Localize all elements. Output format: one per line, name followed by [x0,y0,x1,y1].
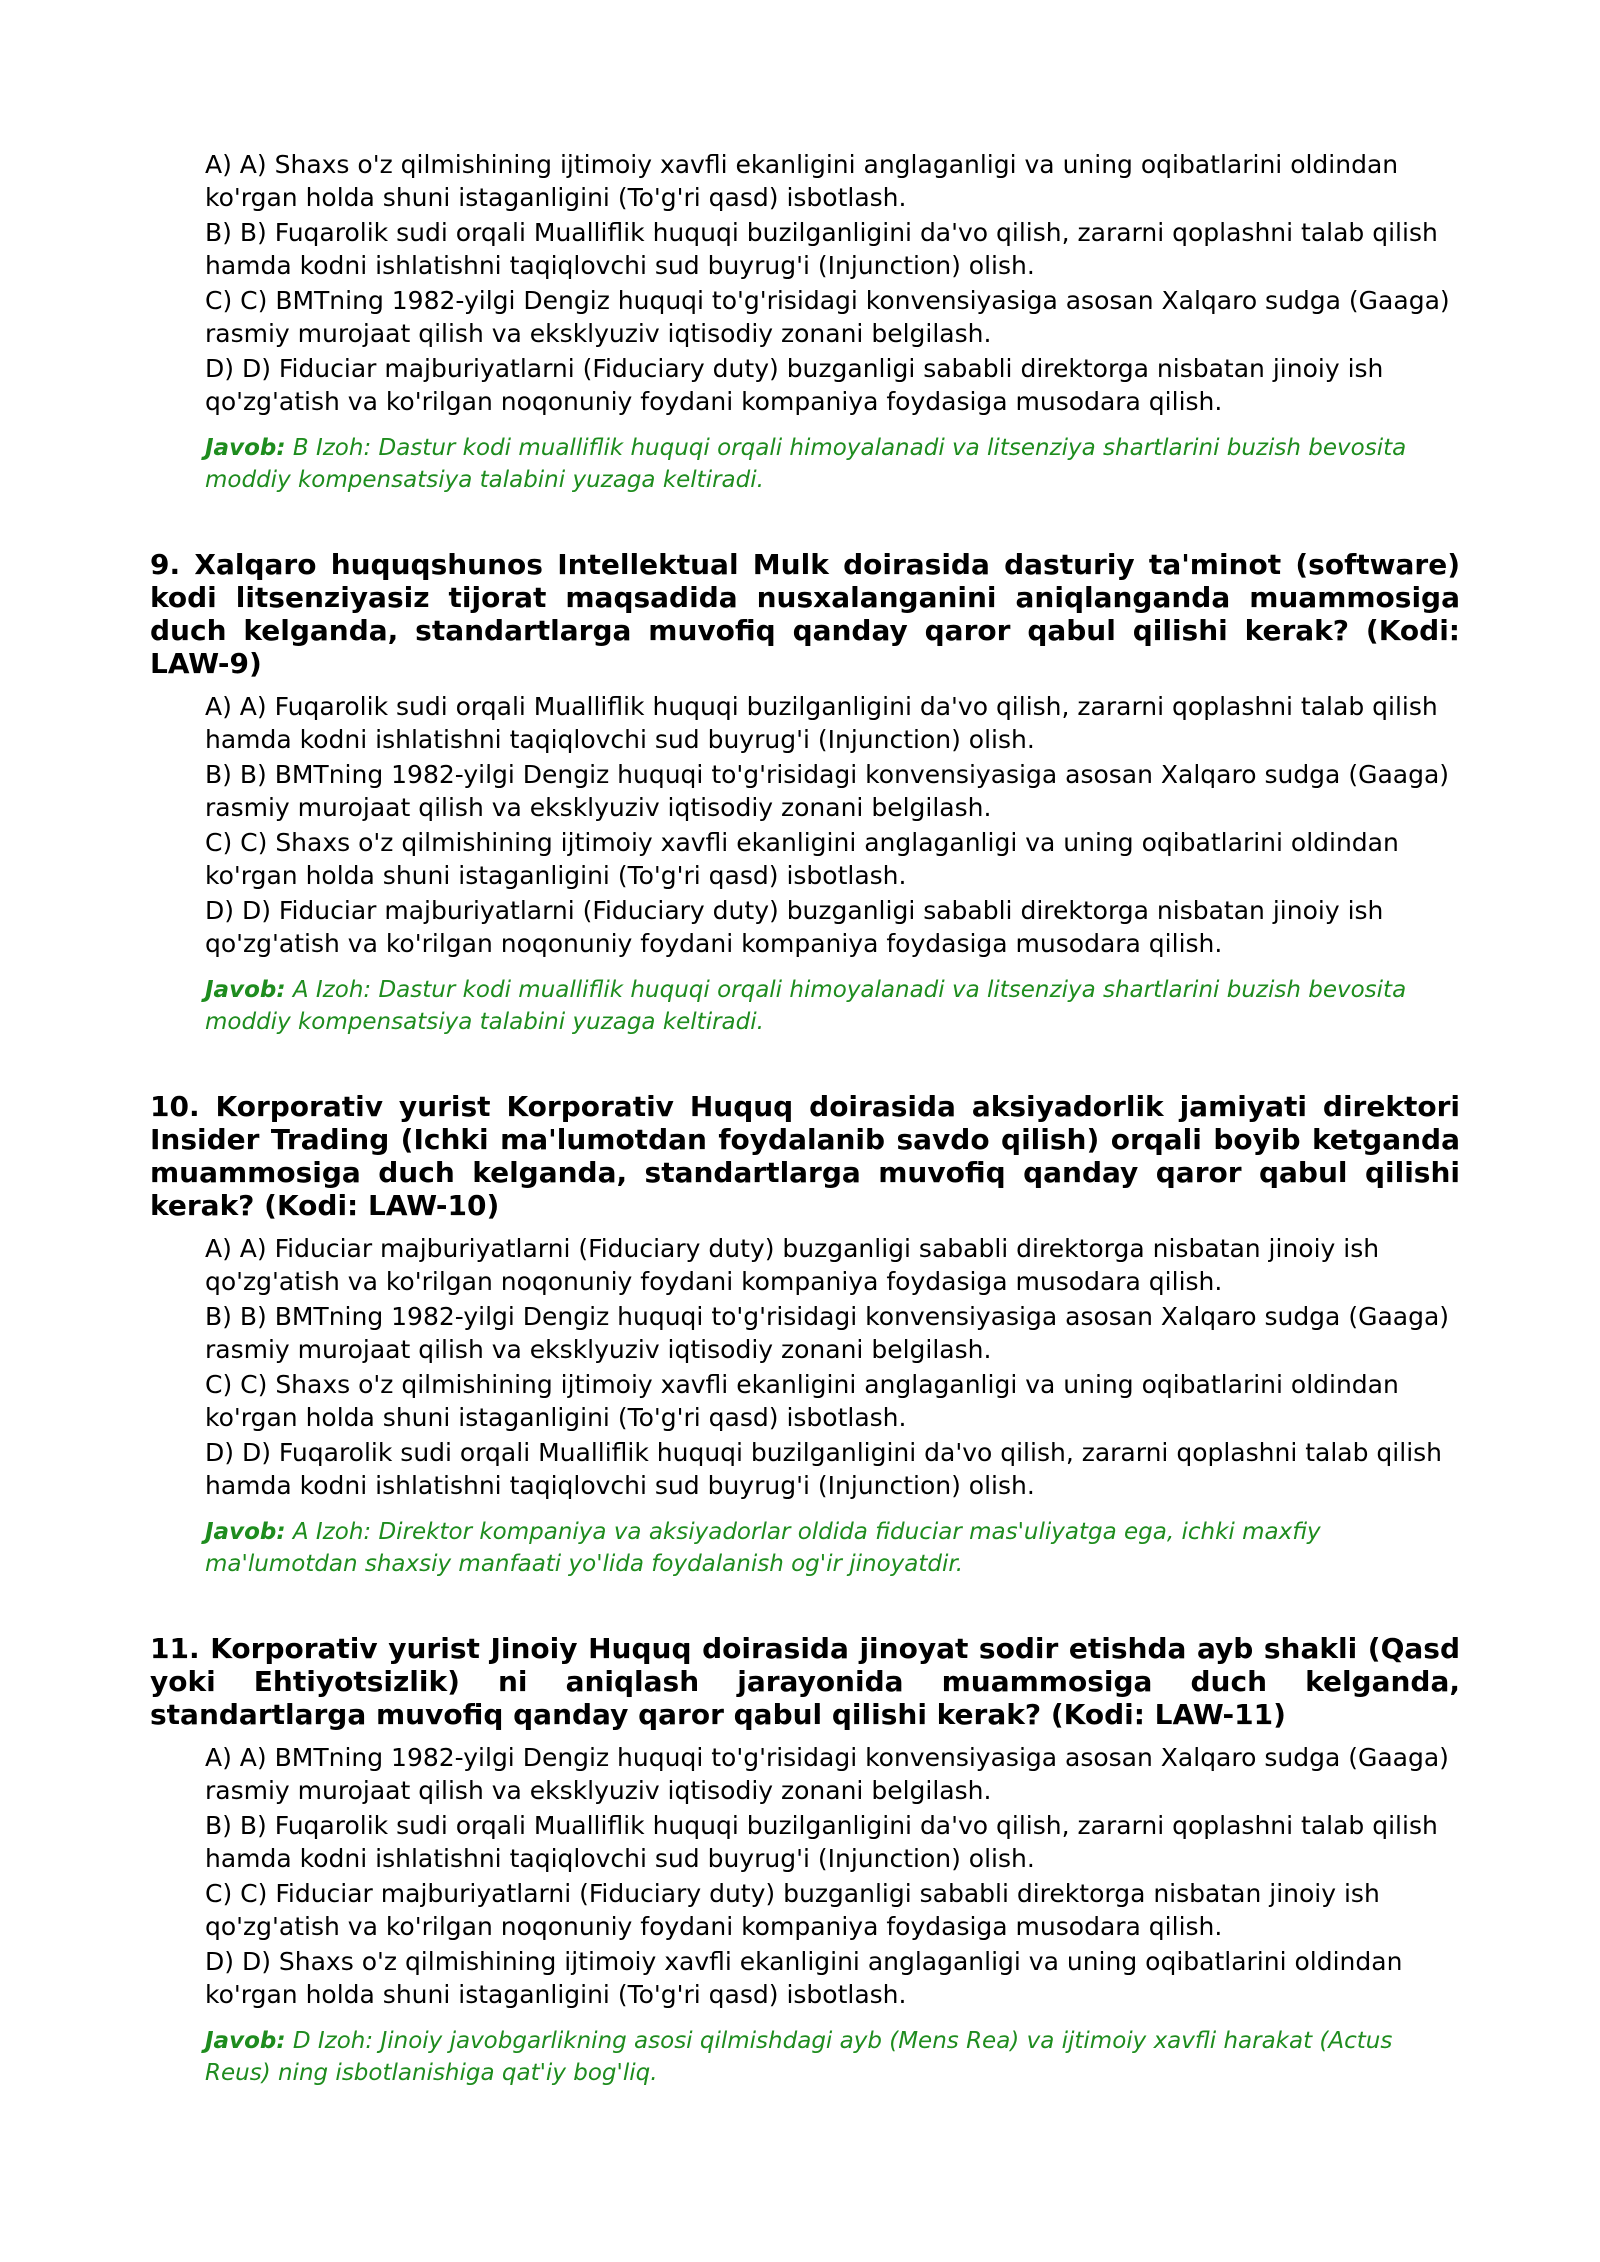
question-title: 11. Korporativ yurist Jinoiy Huquq doirasida jinoyat sodir etishda ayb shakli (Qasd yoki Ehtiyotsizlik) ni aniqlash jarayonida muammosiga duch kelganda, standartlarga muvofiq qanday qaror qabul qilishi kerak? (Kodi: LAW-11) [150,1632,1460,1731]
answer-label: Javob: [205,2028,286,2054]
option-c: C) C) Fiduciar majburiyatlarni (Fiduciary duty) buzganligi sababli direktorga nisbatan jinoiy ish qo'zg'atish va ko'rilgan noqonuniy foydani kompaniya foydasiga musodara qilish. [205,1879,1380,1941]
answer-text: D Izoh: Jinoiy javobgarlikning asosi qilmishdagi ayb (Mens Rea) va ijtimoiy xavfli harakat (Actus Reus) ning isbotlanishiga qat'iy bog'liq. [205,2028,1393,2086]
answer-label: Javob: [205,1519,286,1545]
option-d: D) D) Shaxs o'z qilmishining ijtimoiy xavfli ekanligini anglaganligi va uning oqibatlarini oldindan ko'rgan holda shuni istaganligini (To'g'ri qasd) isbotlash. [205,1947,1403,2009]
option-a: A) A) Shaxs o'z qilmishining ijtimoiy xavfli ekanligini anglaganligi va uning oqibatlarini oldindan ko'rgan holda shuni istaganligini (To'g'ri qasd) isbotlash. [205,150,1399,212]
answer-text: B Izoh: Dastur kodi mualliflik huquqi orqali himoyalanadi va litsenziya shartlarini buzish bevosita moddiy kompensatsiya talabini yuzaga keltiradi. [205,435,1407,493]
answer-explanation [205,974,1460,1038]
answer-explanation [205,1516,1460,1580]
question-10 [150,1090,1460,1580]
option-a: A) A) BMTning 1982-yilgi Dengiz huquqi to'g'risidagi konvensiyasiga asosan Xalqaro sudga (Gaaga) rasmiy murojaat qilish va eksklyuziv iqtisodiy zonani belgilash. [205,1743,1449,1805]
option-b: B) B) BMTning 1982-yilgi Dengiz huquqi to'g'risidagi konvensiyasiga asosan Xalqaro sudga (Gaaga) rasmiy murojaat qilish va eksklyuziv iqtisodiy zonani belgilash. [205,760,1450,822]
question-11 [150,1632,1460,2089]
option-b: B) B) Fuqarolik sudi orqali Mualliflik huquqi buzilganligini da'vo qilish, zararni qoplashni talab qilish hamda kodni ishlatishni taqiqlovchi sud buyrug'i (Injunction) olish. [205,218,1438,280]
question-title: 10. Korporativ yurist Korporativ Huquq doirasida aksiyadorlik jamiyati direktori Insider Trading (Ichki ma'lumotdan foydalanib savdo qilish) orqali boyib ketganda muammosiga duch kelganda, standartlarga muvofiq qanday qaror qabul qilishi kerak? (Kodi: LAW-10) [150,1090,1460,1222]
question-9 [150,548,1460,1038]
option-b: B) B) Fuqarolik sudi orqali Mualliflik huquqi buzilganligini da'vo qilish, zararni qoplashni talab qilish hamda kodni ishlatishni taqiqlovchi sud buyrug'i (Injunction) olish. [205,1811,1438,1873]
option-d: D) D) Fiduciar majburiyatlarni (Fiduciary duty) buzganligi sababli direktorga nisbatan jinoiy ish qo'zg'atish va ko'rilgan noqonuniy foydani kompaniya foydasiga musodara qilish. [205,896,1384,958]
question-title: 9. Xalqaro huquqshunos Intellektual Mulk doirasida dasturiy ta'minot (software) kodi litsenziyasiz tijorat maqsadida nusxalanganini aniqlanganda muammosiga duch kelganda, standartlarga muvofiq qanday qaror qabul qilishi kerak? (Kodi: LAW-9) [150,548,1460,680]
option-list [205,690,1460,1038]
answer-explanation [205,2025,1460,2089]
answer-explanation [205,432,1460,496]
option-a: A) A) Fuqarolik sudi orqali Mualliflik huquqi buzilganligini da'vo qilish, zararni qoplashni talab qilish hamda kodni ishlatishni taqiqlovchi sud buyrug'i (Injunction) olish. [205,692,1438,754]
question-8 [150,148,1460,496]
option-c: C) C) BMTning 1982-yilgi Dengiz huquqi to'g'risidagi konvensiyasiga asosan Xalqaro sudga (Gaaga) rasmiy murojaat qilish va eksklyuziv iqtisodiy zonani belgilash. [205,286,1450,348]
option-d: D) D) Fiduciar majburiyatlarni (Fiduciary duty) buzganligi sababli direktorga nisbatan jinoiy ish qo'zg'atish va ko'rilgan noqonuniy foydani kompaniya foydasiga musodara qilish. [205,354,1384,416]
option-c: C) C) Shaxs o'z qilmishining ijtimoiy xavfli ekanligini anglaganligi va uning oqibatlarini oldindan ko'rgan holda shuni istaganligini (To'g'ri qasd) isbotlash. [205,828,1399,890]
option-list [205,148,1460,496]
option-list [205,1741,1460,2089]
option-c: C) C) Shaxs o'z qilmishining ijtimoiy xavfli ekanligini anglaganligi va uning oqibatlarini oldindan ko'rgan holda shuni istaganligini (To'g'ri qasd) isbotlash. [205,1370,1399,1432]
answer-text: A Izoh: Dastur kodi mualliflik huquqi orqali himoyalanadi va litsenziya shartlarini buzish bevosita moddiy kompensatsiya talabini yuzaga keltiradi. [205,977,1407,1035]
option-a: A) A) Fiduciar majburiyatlarni (Fiduciary duty) buzganligi sababli direktorga nisbatan jinoiy ish qo'zg'atish va ko'rilgan noqonuniy foydani kompaniya foydasiga musodara qilish. [205,1234,1380,1296]
answer-label: Javob: [205,977,286,1003]
option-b: B) B) BMTning 1982-yilgi Dengiz huquqi to'g'risidagi konvensiyasiga asosan Xalqaro sudga (Gaaga) rasmiy murojaat qilish va eksklyuziv iqtisodiy zonani belgilash. [205,1302,1450,1364]
answer-label: Javob: [205,435,286,461]
option-list [205,1232,1460,1580]
answer-text: A Izoh: Direktor kompaniya va aksiyadorlar oldida fiduciar mas'uliyatga ega, ichki maxfiy ma'lumotdan shaxsiy manfaati yo'lida foydalanish og'ir jinoyatdir. [205,1519,1321,1577]
option-d: D) D) Fuqarolik sudi orqali Mualliflik huquqi buzilganligini da'vo qilish, zararni qoplashni talab qilish hamda kodni ishlatishni taqiqlovchi sud buyrug'i (Injunction) olish. [205,1438,1443,1500]
document-content [150,148,1460,2141]
